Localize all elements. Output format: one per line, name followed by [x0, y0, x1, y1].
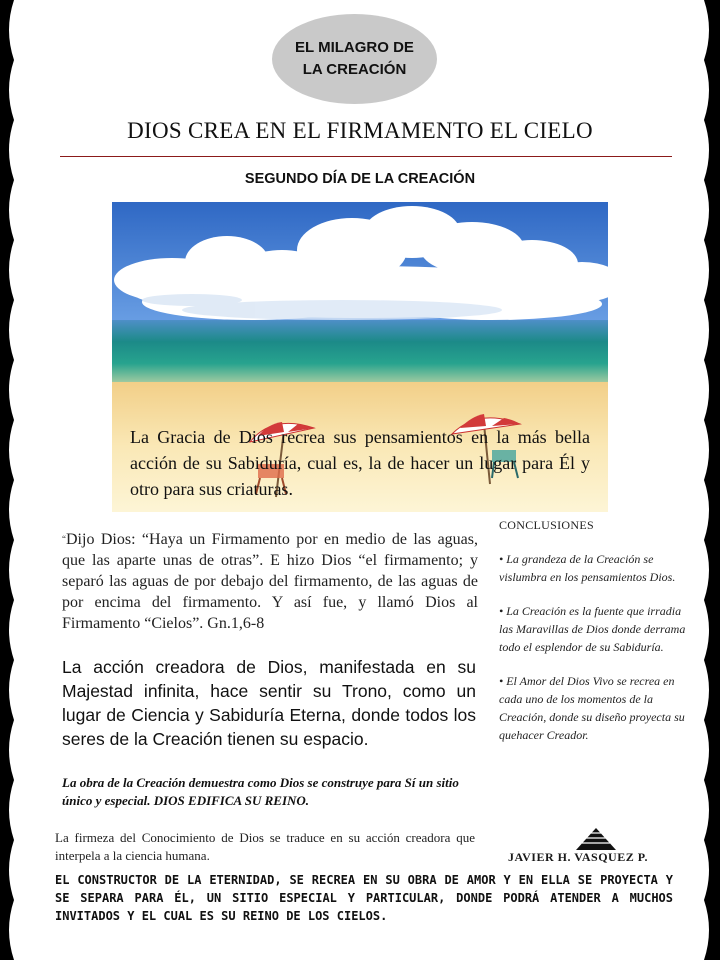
pyramid-logo-icon — [576, 828, 616, 850]
conclusion-item: • El Amor del Dios Vivo se recrea en cada uno de los momentos de la Creación, donde su diseño proyecta su quehacer Creador. — [499, 674, 685, 742]
badge-line-2: LA CREACIÓN — [302, 61, 407, 78]
right-wavy-border — [698, 0, 720, 960]
kingdom-statement: La obra de la Creación demuestra como Dios se construye para Sí un sitio único y especial. DIOS EDIFICA SU REINO. — [62, 775, 459, 808]
conclusions-heading: CONCLUSIONES — [499, 518, 594, 532]
section-subtitle: SEGUNDO DÍA DE LA CREACIÓN — [244, 171, 476, 187]
series-badge — [272, 14, 437, 104]
genesis-quote-text: Dijo Dios: “Haya un Firmamento por en medio de las aguas, que las aparte unas de otras”. E hizo Dios “el firmamento; y separó las aguas de por debajo del firmamento, de las aguas de por encima del firmamento. Y así fue, y llamó Dios al Firmamento “Cielos”. Gn.1,6-8 — [62, 531, 478, 632]
title-divider — [60, 156, 672, 157]
genesis-quote — [62, 529, 478, 634]
conclusion-item: • La grandeza de la Creación se vislumbra en los pensamientos Dios. — [499, 552, 676, 584]
closing-statement: EL CONSTRUCTOR DE LA ETERNIDAD, SE RECREA EN SU OBRA DE AMOR Y EN ELLA SE PROYECTA Y SE SEPARA PARA ÉL, UN SITIO ESPECIAL Y PARTICULAR, DONDE PODRÁ ATENDER A MUCHOS INVITADOS Y EL CUAL ES SU REINO DE LOS CIELOS. — [55, 873, 673, 923]
creative-action-paragraph: La acción creadora de Dios, manifestada en su Majestad infinita, hace sentir su Trono, como un lugar de Ciencia y Sabiduría Eterna, donde todos los seres de la Creación tienen su espacio. — [62, 657, 476, 749]
page-title: DIOS CREA EN EL FIRMAMENTO EL CIELO — [127, 118, 593, 143]
left-wavy-border — [0, 0, 18, 960]
knowledge-paragraph: La firmeza del Conocimiento de Dios se traduce en su acción creadora que interpela a la ciencia humana. — [55, 830, 475, 863]
sea — [112, 320, 608, 382]
author-name: JAVIER H. VASQUEZ P. — [508, 850, 648, 864]
conclusion-item: • La Creación es la fuente que irradia las Maravillas de Dios donde derrama todo el esplendor de su Sabiduría. — [499, 604, 686, 654]
conclusions-column — [499, 516, 689, 760]
scene-caption: La Gracia de Dios recrea sus pensamientos en la más bella acción de su Sabiduría, cual es, la de hacer un lugar para Él y otro para sus criaturas. — [130, 427, 590, 499]
quote-open-mark: “ — [62, 534, 66, 544]
badge-line-1: EL MILAGRO DE — [295, 39, 414, 56]
